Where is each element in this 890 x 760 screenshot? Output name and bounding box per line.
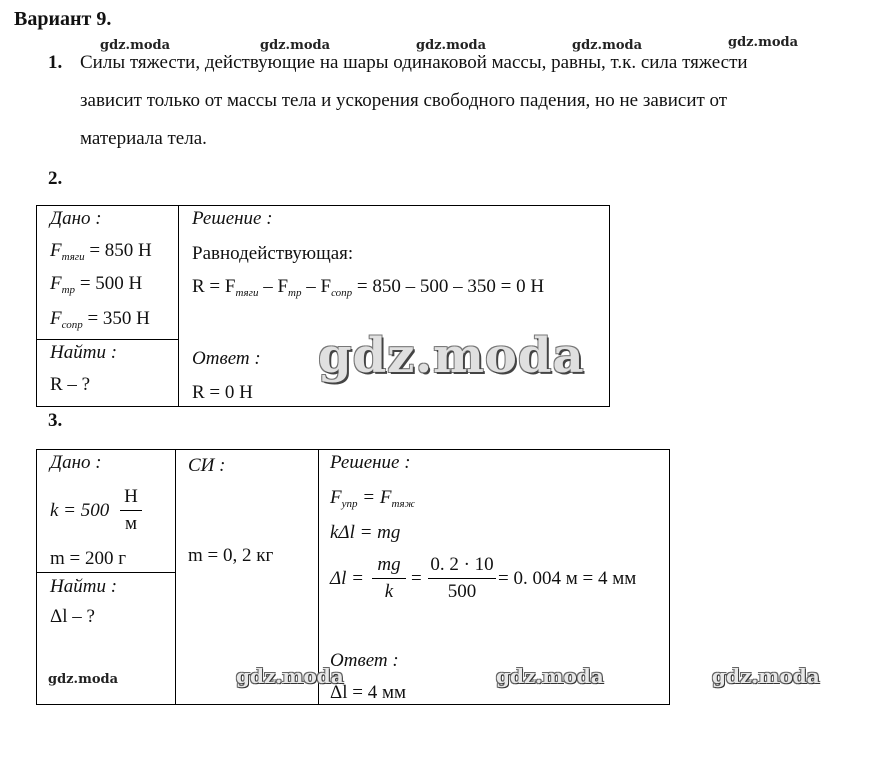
find-value: R – ?: [50, 374, 91, 395]
fraction-bar: [372, 578, 406, 579]
task1-line: Силы тяжести, действующие на шары одинаковой массы, равны, т.к. сила тяжести: [80, 52, 748, 73]
find-value: Δl – ?: [50, 606, 95, 627]
find-label: Найти :: [50, 342, 118, 363]
given-item: $F_{тяги} = 850$ Н: [50, 240, 152, 263]
task1-line: материала тела.: [80, 128, 207, 149]
divider: [36, 339, 179, 340]
fraction-bar: [428, 578, 496, 579]
si-label: СИ :: [188, 455, 226, 476]
divider: [36, 572, 176, 573]
watermark: gdz.moda: [496, 664, 604, 688]
numerator: mg: [377, 554, 401, 575]
watermark: gdz.moda: [48, 672, 119, 687]
answer-label: Ответ :: [192, 348, 261, 369]
equation-3-lhs: Δl =: [330, 568, 365, 589]
watermark: gdz.moda: [100, 38, 171, 53]
watermark: gdz.moda: [416, 38, 487, 53]
fraction-bar: [120, 510, 142, 511]
equation-1: $F_{упр} = F_{тяж}$: [330, 487, 415, 510]
given-label: Дано :: [50, 208, 102, 229]
given-item: $F_{тр} = 500$ Н: [50, 273, 143, 296]
numerator: Н: [124, 486, 138, 507]
watermark: gdz.moda: [236, 664, 344, 688]
given-k: k = 500: [50, 500, 110, 521]
denominator: м: [124, 513, 138, 534]
watermark: gdz.moda: [572, 38, 643, 53]
divider: [175, 449, 176, 705]
fraction-mg-k: [372, 554, 406, 603]
watermark: gdz.moda: [260, 38, 331, 53]
find-label: Найти :: [50, 576, 118, 597]
watermark-large: gdz.moda: [318, 328, 585, 384]
solution-label: Решение :: [330, 452, 411, 473]
watermark: gdz.moda: [712, 664, 820, 688]
task3-number: 3.: [48, 410, 63, 431]
given-label: Дано :: [50, 452, 102, 473]
numerator: 0. 2 · 10: [430, 554, 494, 575]
equals-sign: =: [411, 568, 422, 589]
equation-2: kΔl = mg: [330, 522, 401, 543]
k-unit-fraction: [120, 486, 142, 535]
equation: $R = F_{тяги} - F_{тр} - F_{сопр} = 850 - 500 - 350 = 0$ Н: [192, 276, 545, 299]
given-m: m = 200 г: [50, 548, 127, 569]
denominator: 500: [447, 581, 477, 602]
watermark: gdz.moda: [728, 35, 799, 50]
si-value: m = 0, 2 кг: [188, 545, 274, 566]
divider: [178, 205, 179, 407]
answer-value: Δl = 4 мм: [330, 682, 407, 703]
task1-line: зависит только от массы тела и ускорения свободного падения, но не зависит от: [80, 90, 728, 111]
solution-text: Равнодействующая:: [192, 243, 354, 264]
variant-title: Вариант 9.: [14, 8, 112, 30]
given-item: $F_{сопр} = 350$ Н: [50, 308, 150, 331]
answer-value: R = 0 Н: [192, 382, 253, 403]
denominator: k: [384, 581, 394, 602]
task2-number: 2.: [48, 168, 63, 189]
task1-number: 1.: [48, 52, 63, 73]
equation-3-rhs: = 0. 004 м = 4 мм: [498, 568, 637, 589]
answer-label: Ответ :: [330, 650, 399, 671]
solution-label: Решение :: [192, 208, 273, 229]
fraction-numeric: [428, 554, 496, 603]
